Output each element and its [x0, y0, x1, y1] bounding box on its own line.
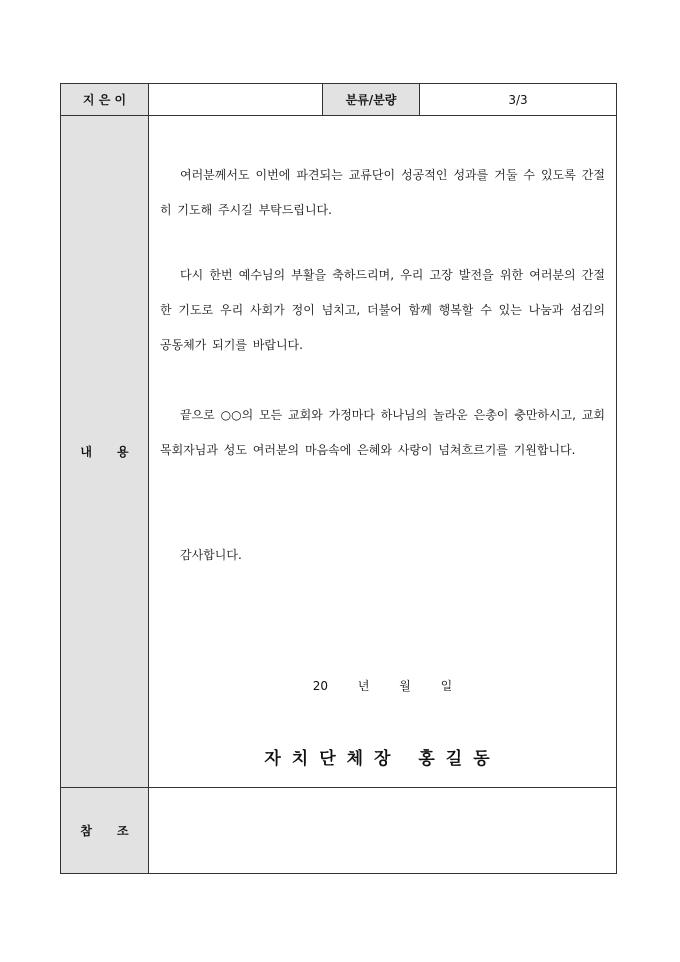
date-day-unit: 일: [440, 679, 453, 693]
paragraph-1: 여러분께서도 이번에 파견되는 교류단이 성공적인 성과를 거둘 수 있도록 간절히 기도해 주시길 부탁드립니다.: [160, 168, 605, 217]
date-year-unit: 년: [357, 679, 370, 693]
signature: 자치단체장 홍길동: [264, 749, 501, 769]
date-month-unit: 월: [399, 679, 411, 693]
reference-row: [61, 788, 616, 873]
document-form: [60, 83, 617, 874]
author-label: 지 은 이: [61, 84, 149, 115]
category-value: 3/3: [508, 92, 528, 107]
content-label: 내 용: [61, 116, 149, 787]
content-body: [149, 116, 616, 787]
paragraph-4: 감사합니다.: [180, 548, 242, 562]
date-line: [149, 676, 616, 696]
content-row: [61, 116, 616, 788]
header-row: [61, 84, 616, 116]
reference-label: 참 조: [61, 788, 149, 873]
author-value: [149, 84, 323, 115]
paragraph-3: 끝으로 ○○의 모든 교회와 가정마다 하나님의 놀라운 은총이 충만하시고, 교회 목회자님과 성도 여러분의 마음속에 은혜와 사랑이 넘쳐흐르기를 기원합니다.: [160, 408, 605, 457]
category-label: 분류/분량: [323, 84, 420, 115]
paragraph-2: 다시 한번 예수님의 부활을 축하드리며, 우리 고장 발전을 위한 여러분의 간절한 기도로 우리 사회가 정이 넘치고, 더불어 함께 행복할 수 있는 나눔과 섬김의 공동체가 되기를 바랍니다.: [160, 268, 605, 352]
date-year: 20: [312, 679, 328, 693]
reference-value: [149, 788, 616, 873]
